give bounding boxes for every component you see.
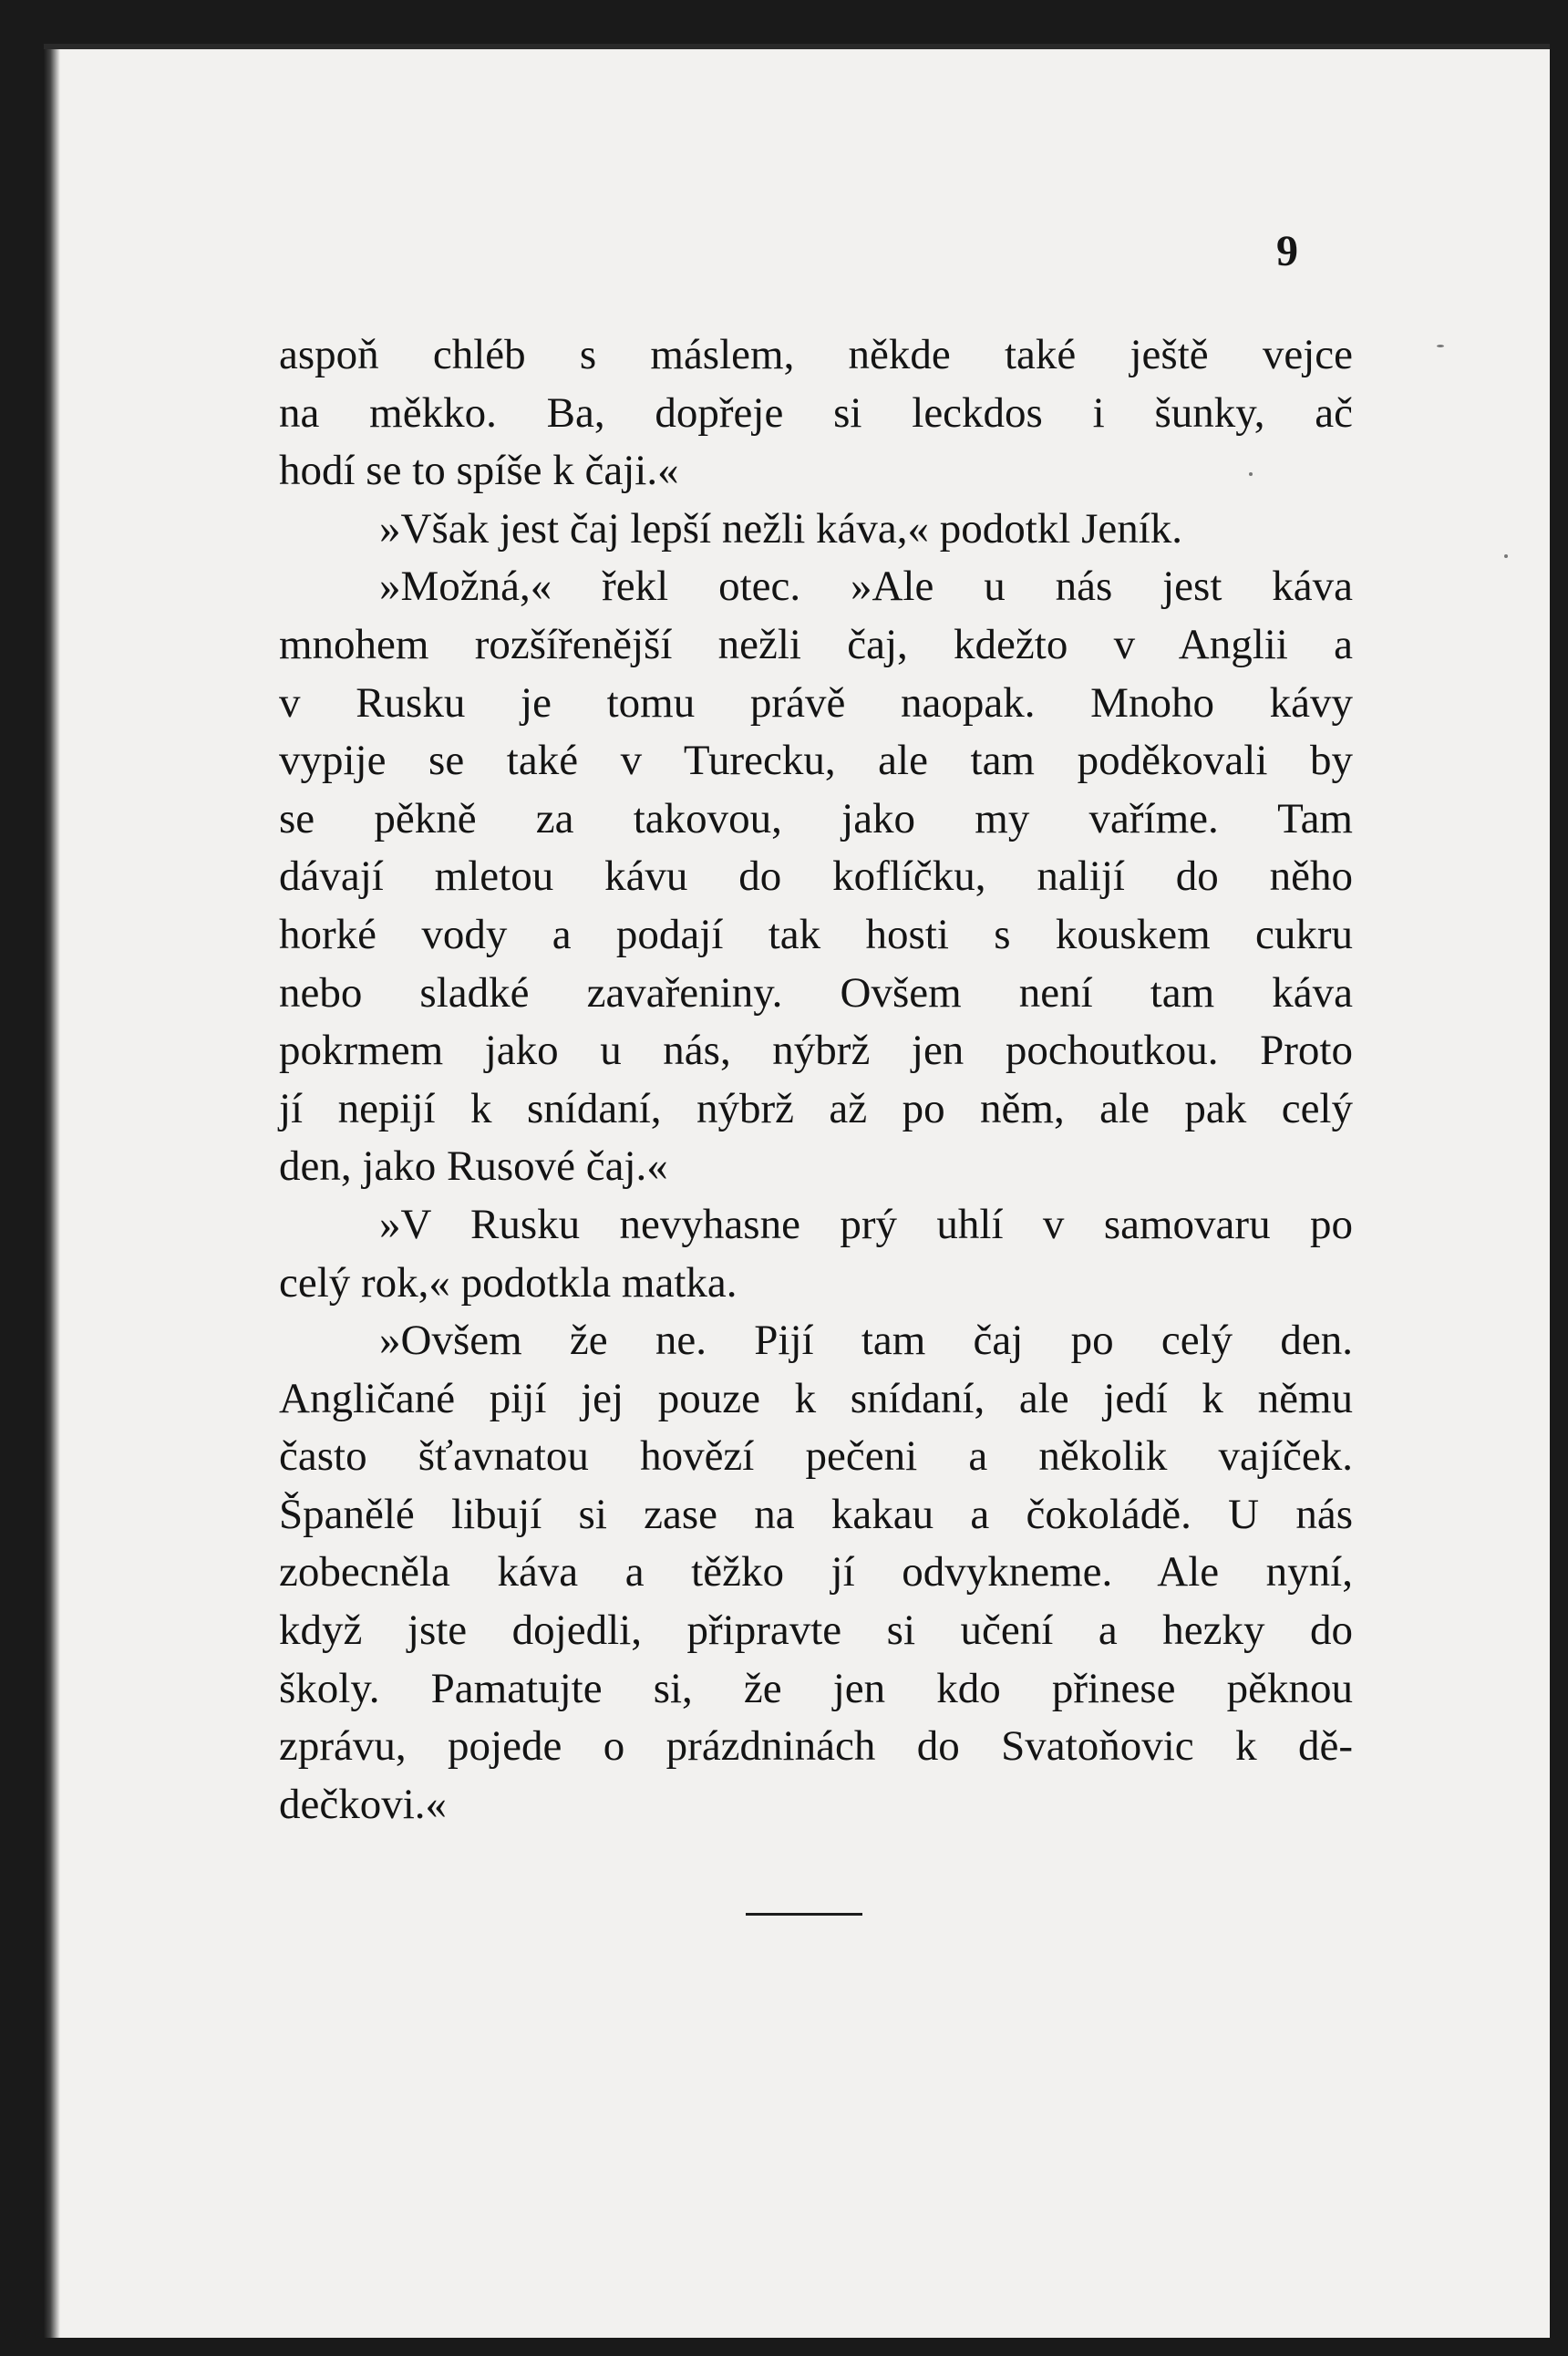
- text-line: jí nepijí k snídaní, nýbrž až po něm, ale pak celý: [279, 1084, 1353, 1132]
- text-line: zprávu, pojede o prázdninách do Svatoňovic k dě-: [279, 1722, 1353, 1771]
- text-line: zobecněla káva a těžko jí odvykneme. Ale nyní,: [279, 1548, 1353, 1596]
- text-line: často šťavnatou hovězí pečeni a několik vajíček.: [279, 1432, 1353, 1481]
- body-text: [279, 326, 1353, 1834]
- text-line: když jste dojedli, připravte si učení a hezky do: [279, 1607, 1353, 1655]
- page-left-shadow: [44, 44, 60, 2338]
- text-line: »Však jest čaj lepší nežli káva,« podotkl Jeník.: [379, 504, 1183, 553]
- text-line: se pěkně za takovou, jako my vaříme. Tam: [279, 794, 1353, 842]
- text-line: vypije se také v Turecku, ale tam poděkovali by: [279, 737, 1353, 785]
- dust-speck: [1437, 345, 1444, 347]
- text-line: Angličané pijí jej pouze k snídaní, ale jedí k němu: [279, 1374, 1353, 1422]
- text-line: školy. Pamatujte si, že jen kdo přinese pěknou: [279, 1664, 1353, 1712]
- dust-speck: [1249, 472, 1253, 476]
- text-line: pokrmem jako u nás, nýbrž jen pochoutkou. Proto: [279, 1027, 1353, 1075]
- text-line: Španělé libují si zase na kakau a čokoládě. U nás: [279, 1490, 1353, 1538]
- text-line: »Možná,« řekl otec. »Ale u nás jest káva: [379, 563, 1353, 611]
- text-line: den, jako Rusové čaj.«: [279, 1142, 668, 1191]
- text-line: »Ovšem že ne. Pijí tam čaj po celý den.: [379, 1317, 1353, 1365]
- text-line: dávají mletou kávu do koflíčku, nalijí do něho: [279, 852, 1353, 901]
- text-line: v Rusku je tomu právě naopak. Mnoho kávy: [279, 678, 1353, 727]
- text-line: hodí se to spíše k čaji.«: [279, 447, 679, 495]
- page-number: 9: [1276, 227, 1298, 275]
- text-line: horké vody a podají tak hosti s kouskem cukru: [279, 910, 1353, 958]
- text-line: »V Rusku nevyhasne prý uhlí v samovaru po: [379, 1200, 1353, 1248]
- text-line: na měkko. Ba, dopřeje si leckdos i šunky, ač: [279, 388, 1353, 437]
- text-line: mnohem rozšířenější nežli čaj, kdežto v Anglii a: [279, 620, 1353, 668]
- text-line: celý rok,« podotkla matka.: [279, 1258, 738, 1307]
- dust-speck: [1504, 554, 1508, 558]
- text-line: aspoň chléb s máslem, někde také ještě vejce: [279, 331, 1353, 378]
- text-line: dečkovi.«: [279, 1780, 448, 1828]
- book-page: [44, 44, 1550, 2338]
- page-top-edge: [44, 44, 1550, 49]
- text-line: nebo sladké zavařeniny. Ovšem není tam káva: [279, 968, 1353, 1017]
- end-of-chapter-rule: [746, 1913, 862, 1916]
